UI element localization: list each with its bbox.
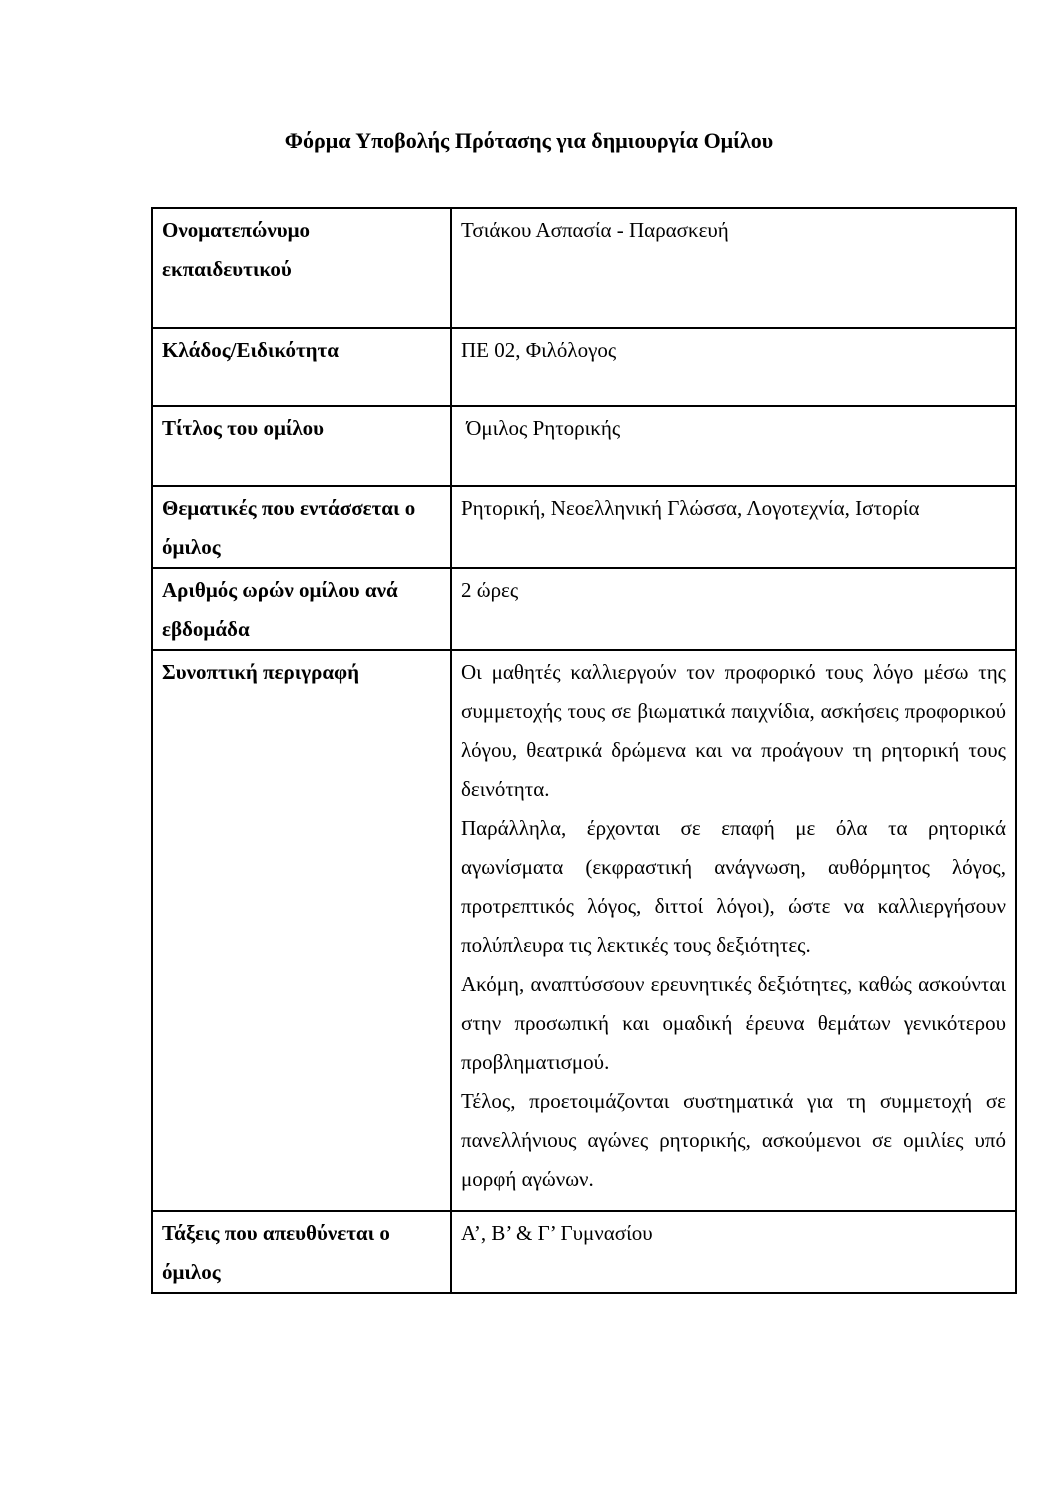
table-row-club-title (152, 406, 1016, 486)
description-paragraph: Οι μαθητές καλλιεργούν τον προφορικό τους λόγο μέσω της συμμετοχής τους σε βιωματικά παιχνίδια, ασκήσεις προφορικού λόγου, θεατρικά δρώμενα και να προάγουν τη ρητορική τους δεινότητα. (461, 660, 1006, 801)
table-row-teacher-name (152, 208, 1016, 328)
row-label-club-title: Τίτλος του ομίλου (152, 406, 451, 486)
row-value-target-grades: Α’, Β’ & Γ’ Γυμνασίου (451, 1211, 1016, 1293)
row-value-specialty: ΠΕ 02, Φιλόλογος (451, 328, 1016, 406)
description-paragraph: Ακόμη, αναπτύσσουν ερευνητικές δεξιότητες, καθώς ασκούνται στην προσωπική και ομαδική έρευνα θεμάτων γενικότερου προβληματισμού. (461, 972, 1006, 1074)
row-label-target-grades: Τάξεις που απευθύνεται ο όμιλος (152, 1211, 451, 1293)
row-value-club-title: Όμιλος Ρητορικής (451, 406, 1016, 486)
table-row-hours-per-week (152, 568, 1016, 650)
proposal-form-table (151, 207, 1017, 1294)
row-value-thematics: Ρητορική, Νεοελληνική Γλώσσα, Λογοτεχνία, Ιστορία (451, 486, 1016, 568)
row-value-description (451, 650, 1016, 1211)
table-row-thematics (152, 486, 1016, 568)
table-row-description (152, 650, 1016, 1211)
row-label-description: Συνοπτική περιγραφή (152, 650, 451, 1211)
row-label-hours-per-week: Αριθμός ωρών ομίλου ανά εβδομάδα (152, 568, 451, 650)
table-row-specialty (152, 328, 1016, 406)
row-label-specialty: Κλάδος/Ειδικότητα (152, 328, 451, 406)
row-value-hours-per-week: 2 ώρες (451, 568, 1016, 650)
row-label-teacher-name: Ονοματεπώνυμο εκπαιδευτικού (152, 208, 451, 328)
page-title: Φόρμα Υποβολής Πρότασης για δημιουργία Ομίλου (284, 128, 774, 153)
description-paragraph: Τέλος, προετοιμάζονται συστηματικά για τη συμμετοχή σε πανελλήνιους αγώνες ρητορικής, ασκούμενοι σε ομιλίες υπό μορφή αγώνων. (461, 1089, 1006, 1191)
description-paragraph: Παράλληλα, έρχονται σε επαφή με όλα τα ρητορικά αγωνίσματα (εκφραστική ανάγνωση, αυθόρμητος λόγος, προτρεπτικός λόγος, διττοί λόγοι), ώστε να καλλιεργήσουν πολύπλευρα τις λεκτικές τους δεξιότητες. (461, 816, 1006, 957)
table-row-target-grades (152, 1211, 1016, 1293)
row-value-teacher-name: Τσιάκου Ασπασία - Παρασκευή (451, 208, 1016, 328)
row-label-thematics: Θεματικές που εντάσσεται ο όμιλος (152, 486, 451, 568)
